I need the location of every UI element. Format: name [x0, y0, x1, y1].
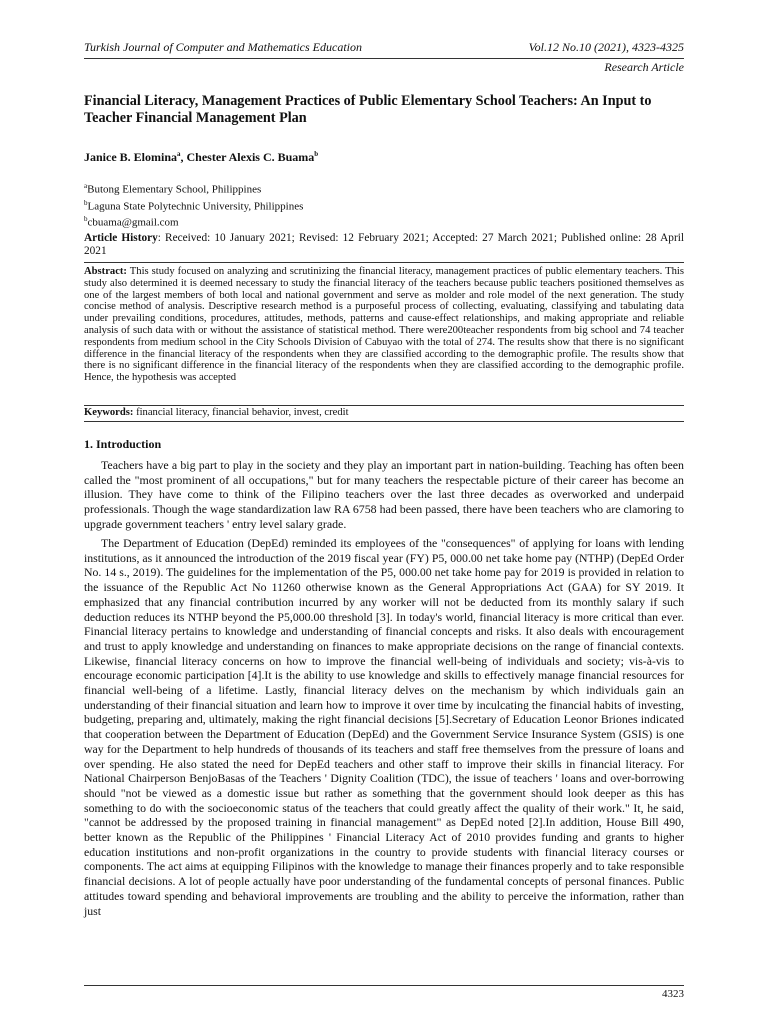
author-separator: ,: [180, 150, 187, 164]
history-label: Article History: [84, 232, 158, 244]
author-name: Janice B. Elomina: [84, 150, 178, 164]
article-history: [84, 232, 684, 258]
journal-name: Turkish Journal of Computer and Mathematics Education: [84, 40, 362, 54]
affiliation-email: $^b$cbuama@gmail.com: [84, 215, 179, 229]
affiliation-line: $^b$Laguna State Polytechnic University, Philippines: [84, 198, 304, 213]
page-number: 4323: [662, 988, 684, 1000]
keywords-text: financial literacy, financial behavior, invest, credit: [133, 407, 349, 418]
abstract-text: This study focused on analyzing and scrutinizing the financial literacy, management practices of public elementary teachers. This study also determined it is deemed necessary to study the financial literacy of the teachers because public teachers positioned themselves as one of the largest members of both local and national government and serve as molder and role model of the next generation. The study concise method of analysis. Descriptive research method is a purposeful process of collecting, evaluating, classifying and tabulating data under prevailing conditions, procedures, attitudes, methods, patterns and cause-effect relationships, and making appropriate and reliable analysis of such data with or without the assistance of statistical method. There were200teacher respondents from big school and 74 teacher respondents from medium school in the City Schools Division of Cabuyao with the total of 274. The results show that there is no significant difference in the financial literacy of the respondents when they are classified according to the demographic profile. The results show that there is no significant difference in the financial literacy of the respondents when they are classified according to the demographic profile. Hence, the hypothesis was accepted: [84, 266, 684, 384]
abstract: [84, 266, 684, 384]
author-list: [84, 150, 318, 165]
header-rule: [84, 58, 684, 59]
keywords-label: Keywords:: [84, 407, 134, 418]
section-heading: 1. Introduction: [84, 437, 162, 451]
volume-info: Vol.12 No.10 (2021), 4323-4325: [528, 40, 684, 54]
affiliation-line: $^a$Butong Elementary School, Philippines: [84, 182, 262, 196]
body-paragraph: Teachers have a big part to play in the society and they play an important part in nation-building. Teaching has often been called the "most prominent of all occupations," but for many teachers the respectable picture of their career has become an illusion. They have come to think of the Filipino teachers over the last three decades as overworked and underpaid professionals. Though the wage standardization law RA 6758 had been passed, there have been teachers who are clamoring to upgrade government teachers ' entry level salary grade.: [84, 458, 684, 531]
paper-title: Financial Literacy, Management Practices of Public Elementary School Teachers: An Input to Teacher Financial Management Plan: [84, 93, 652, 126]
keywords: [84, 406, 684, 420]
body-paragraph: The Department of Education (DepEd) reminded its employees of the "consequences" of applying for loans with lending institutions, as it announced the introduction of the 2019 fiscal year (FY) P5, 000.00 net take home pay (NTHP) (DepEd Order No. 14 s., 2019). The guidelines for the implementation of the P5, 000.00 net take home pay for 2019 is provided in relation to the issuance of the Republic Act No 11260 otherwise known as the General Appropriations Act (GAA) for SY 2019. It emphasized that any financial contribution incurred by any worker will not be deducted from its monthly salary if such deduction reduces its NTHP beyond the P5,000.00 threshold [3]. In today's world, financial literacy is more critical than ever. Financial literacy pertains to knowledge and understanding of financial concepts and risks. It also deals with encouragement and trust to apply knowledge and understanding on finances to make appropriate decisions on the range of financial contexts. Likewise, financial literacy concerns on how to improve the financial well-being of individuals and society; vis-à-vis to encourage economic participation [4].It is the ability to use knowledge and skills to effectively manage financial resources for financial well-being of a lifetime. Lastly, financial literacy delves on the mechanism by which individuals gain an understanding of their financial situation and learn how to improve it over time by inculcating the financial habits of investing, budgeting, preparing and, ultimately, making the right financial decisions [5].Secretary of Education Leonor Briones indicated that cooperation between the Department of Education (DepEd) and the Government Service Insurance System (GSIS) is one way for the Department to help hundreds of thousands of its teachers and staff free themselves from the pressure of loans and over spending. He also stated the need for DepEd teachers and other staff to improve their skills in financial literacy. For National Chairperson BenjoBasas of the Teachers ' Dignity Coalition (TDC), the issue of teachers ' loans and over-borrowing should "not be viewed as a domestic issue but rather as something that the government should look deeper as this has something to do with the socioeconomic status of the teachers that could greatly affect the quality of their work." It, he said, "cannot be addressed by the proposed training in financial management" as DepEd noted [2].In addition, House Bill 490, better known as the Republic of the Philippines ' Financial Literacy Act of 2010 provides funding and grants to higher education institutions and non-profit organizations in the country to provide students with financial literacy courses or components. The act aims at equipping Filipinos with the knowledge to manage their finances properly and to take responsible financial decisions. A lot of people actually have poor understanding of the fundamental concepts of personal finances. Public attitudes toward spending and behavioral improvements are troubling and the ability to perceive the information, rather than just: [84, 536, 684, 918]
history-text: : Received: 10 January 2021; Revised: 12 February 2021; Accepted: 27 March 2021; Published online: 28 April 2021: [84, 232, 684, 257]
footer-rule: [84, 985, 684, 986]
abstract-top-rule: [84, 262, 684, 263]
author-name: Chester Alexis C. Buama: [186, 150, 315, 164]
author-affil-mark: b: [314, 150, 319, 158]
article-type: Research Article: [604, 60, 684, 74]
affiliations: [84, 180, 303, 230]
paper-page: [84, 0, 684, 1024]
author-affil-mark: a: [177, 150, 181, 158]
abstract-label: Abstract:: [84, 266, 127, 277]
keywords-bottom-rule: [84, 421, 684, 422]
